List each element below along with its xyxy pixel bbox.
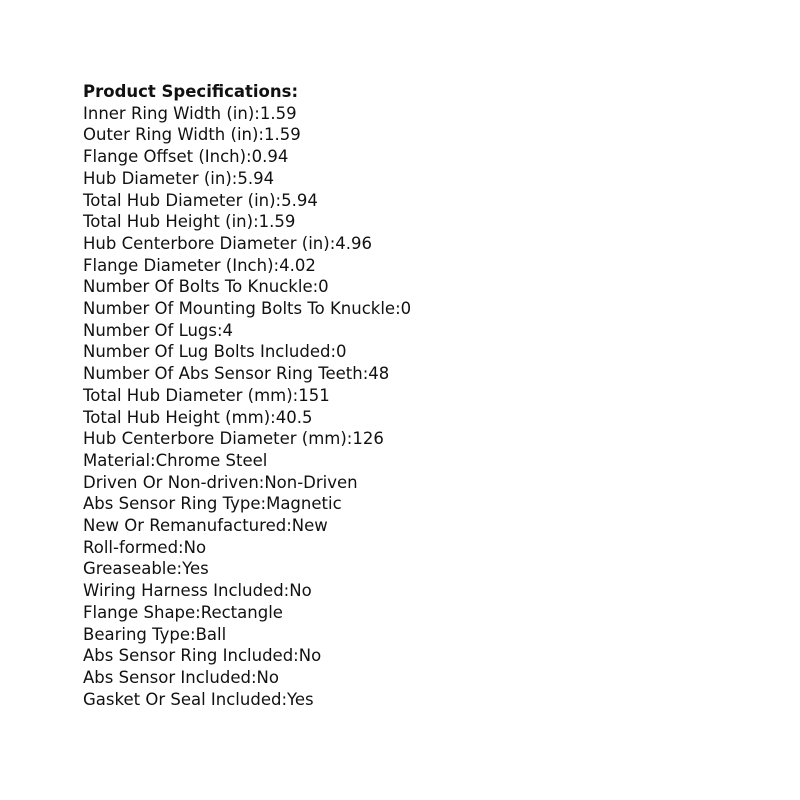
spec-new-or-remanufactured: New Or Remanufactured:New	[83, 516, 328, 536]
spec-gasket-or-seal-included: Gasket Or Seal Included:Yes	[83, 689, 314, 709]
spec-total-hub-diameter-in: Total Hub Diameter (in):5.94	[83, 190, 318, 210]
spec-hub-centerbore-diameter-mm: Hub Centerbore Diameter (mm):126	[83, 429, 384, 449]
spec-abs-sensor-included: Abs Sensor Included:No	[83, 667, 279, 687]
spec-inner-ring-width: Inner Ring Width (in):1.59	[83, 103, 297, 123]
spec-total-hub-height-in: Total Hub Height (in):1.59	[83, 212, 296, 232]
spec-abs-sensor-ring-type: Abs Sensor Ring Type:Magnetic	[83, 494, 342, 514]
spec-wiring-harness-included: Wiring Harness Included:No	[83, 581, 312, 601]
product-specifications	[83, 81, 411, 710]
spec-total-hub-height-mm: Total Hub Height (mm):40.5	[83, 407, 313, 427]
spec-abs-sensor-ring-included: Abs Sensor Ring Included:No	[83, 646, 322, 666]
spec-number-of-lugs: Number Of Lugs:4	[83, 320, 234, 340]
spec-outer-ring-width: Outer Ring Width (in):1.59	[83, 125, 301, 145]
spec-abs-sensor-ring-teeth: Number Of Abs Sensor Ring Teeth:48	[83, 364, 390, 384]
spec-greaseable: Greaseable:Yes	[83, 559, 209, 579]
spec-hub-centerbore-diameter-in: Hub Centerbore Diameter (in):4.96	[83, 233, 372, 253]
spec-roll-formed: Roll-formed:No	[83, 537, 207, 557]
spec-mounting-bolts-to-knuckle: Number Of Mounting Bolts To Knuckle:0	[83, 299, 412, 319]
spec-total-hub-diameter-mm: Total Hub Diameter (mm):151	[83, 385, 330, 405]
spec-material: Material:Chrome Steel	[83, 450, 268, 470]
spec-flange-shape: Flange Shape:Rectangle	[83, 602, 283, 622]
spec-flange-offset: Flange Offset (Inch):0.94	[83, 147, 289, 167]
spec-lug-bolts-included: Number Of Lug Bolts Included:0	[83, 342, 347, 362]
spec-driven-or-non-driven: Driven Or Non-driven:Non-Driven	[83, 472, 358, 492]
spec-hub-diameter: Hub Diameter (in):5.94	[83, 168, 275, 188]
spec-list	[83, 103, 411, 711]
specifications-heading: Product Specifications:	[83, 82, 299, 101]
spec-bolts-to-knuckle: Number Of Bolts To Knuckle:0	[83, 277, 329, 297]
spec-flange-diameter: Flange Diameter (Inch):4.02	[83, 255, 316, 275]
spec-bearing-type: Bearing Type:Ball	[83, 624, 227, 644]
